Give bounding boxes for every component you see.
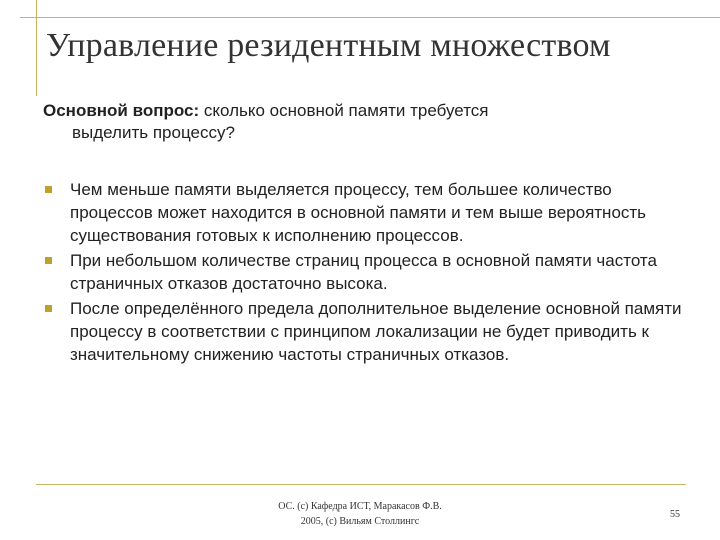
left-rule bbox=[36, 0, 37, 96]
footer-line1: ОС. (с) Кафедра ИСТ, Маракасов Ф.В. bbox=[278, 501, 442, 512]
question-label: Основной вопрос: bbox=[43, 101, 200, 120]
square-bullet-icon bbox=[45, 305, 52, 312]
question-text-line2: выделить процессу? bbox=[72, 123, 235, 142]
page-number: 55 bbox=[670, 509, 680, 520]
bullet-text: После определённого предела дополнительное выделение основной памяти процессу в соответствии с принципом локализации не будет приводить к значительному снижению частоты страничных отказов. bbox=[70, 299, 682, 364]
square-bullet-icon bbox=[45, 257, 52, 264]
main-question bbox=[43, 100, 683, 144]
bullet-item bbox=[43, 249, 693, 295]
footer-line2: 2005, (с) Вильям Столлингс bbox=[300, 516, 420, 527]
bullet-item bbox=[43, 178, 693, 247]
bullet-item bbox=[43, 297, 693, 366]
square-bullet-icon bbox=[45, 186, 52, 193]
bullet-text: Чем меньше памяти выделяется процессу, тем большее количество процессов может находится в основной памяти и тем выше вероятность существования готовых к исполнению процессов. bbox=[70, 180, 647, 245]
bottom-rule bbox=[36, 484, 686, 485]
top-rule bbox=[20, 17, 720, 18]
slide-title: Управление резидентным множеством bbox=[46, 27, 611, 64]
question-text-line1: сколько основной памяти требуется bbox=[199, 101, 489, 120]
footer bbox=[230, 499, 490, 529]
bullet-text: При небольшом количестве страниц процесса в основной памяти частота страничных отказов достаточно высока. bbox=[70, 251, 657, 293]
bullet-list bbox=[43, 178, 693, 366]
